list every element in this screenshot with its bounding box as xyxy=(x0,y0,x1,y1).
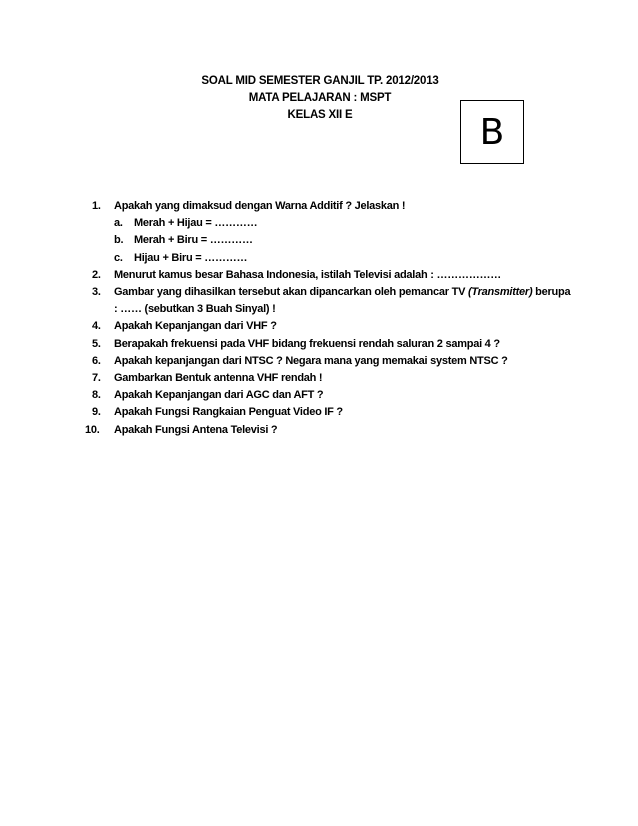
question-9 xyxy=(92,404,572,421)
question-text: Gambarkan Bentuk antenna VHF rendah ! xyxy=(114,372,323,385)
question-number: 6. xyxy=(92,354,101,367)
variant-letter: B xyxy=(479,111,505,153)
question-4 xyxy=(92,318,572,335)
question-5 xyxy=(92,336,572,353)
class-line: KELAS XII E xyxy=(287,109,353,121)
question-text-emphasis: (Transmitter) xyxy=(467,286,533,299)
sub-item-letter: a. xyxy=(114,217,123,230)
question-text: Apakah Fungsi Rangkaian Penguat Video IF ? xyxy=(114,406,343,419)
question-text: Apakah Kepanjangan dari VHF ? xyxy=(114,320,277,333)
question-8 xyxy=(92,387,572,404)
question-text-tail: berupa xyxy=(532,286,571,299)
question-2 xyxy=(92,267,572,284)
question-number: 9. xyxy=(92,406,101,419)
question-text: Apakah Fungsi Antena Televisi ? xyxy=(114,423,278,436)
question-1 xyxy=(92,198,572,215)
question-number: 2. xyxy=(92,268,101,281)
question-number: 8. xyxy=(92,389,101,402)
question-number: 3. xyxy=(92,286,101,299)
question-7 xyxy=(92,370,572,387)
variant-box xyxy=(460,100,524,164)
sub-item-text: Hijau + Biru = ………… xyxy=(134,251,248,264)
question-text: Gambar yang dihasilkan tersebut akan dipancarkan oleh pemancar TV xyxy=(114,286,468,299)
question-text: Apakah yang dimaksud dengan Warna Additif ? Jelaskan ! xyxy=(114,200,406,212)
question-3 xyxy=(92,284,572,301)
question-number: 1. xyxy=(92,200,101,212)
question-3-continuation: : …… (sebutkan 3 Buah Sinyal) ! xyxy=(114,303,276,316)
subject-line: MATA PELAJARAN : MSPT xyxy=(248,92,392,104)
exam-title: SOAL MID SEMESTER GANJIL TP. 2012/2013 xyxy=(201,75,439,87)
question-number: 7. xyxy=(92,372,101,385)
question-text: Apakah kepanjangan dari NTSC ? Negara mana yang memakai system NTSC ? xyxy=(114,354,508,367)
question-number: 5. xyxy=(92,337,101,350)
sub-item-letter: c. xyxy=(114,251,123,264)
sub-item-text: Merah + Biru = ………… xyxy=(134,234,253,247)
question-number: 4. xyxy=(92,320,101,333)
sub-item-b xyxy=(92,232,572,249)
sub-item-text: Merah + Hijau = ………… xyxy=(134,217,258,230)
question-text: Menurut kamus besar Bahasa Indonesia, istilah Televisi adalah : ……………… xyxy=(114,268,501,281)
question-text: Berapakah frekuensi pada VHF bidang frekuensi rendah saluran 2 sampai 4 ? xyxy=(114,337,500,350)
sub-item-letter: b. xyxy=(114,234,124,247)
question-text: Apakah Kepanjangan dari AGC dan AFT ? xyxy=(114,389,324,402)
question-6 xyxy=(92,353,572,370)
question-number: 10. xyxy=(85,423,100,436)
question-10 xyxy=(85,422,572,439)
question-list xyxy=(85,198,572,439)
sub-item-a xyxy=(92,215,572,232)
sub-item-c xyxy=(92,250,572,267)
